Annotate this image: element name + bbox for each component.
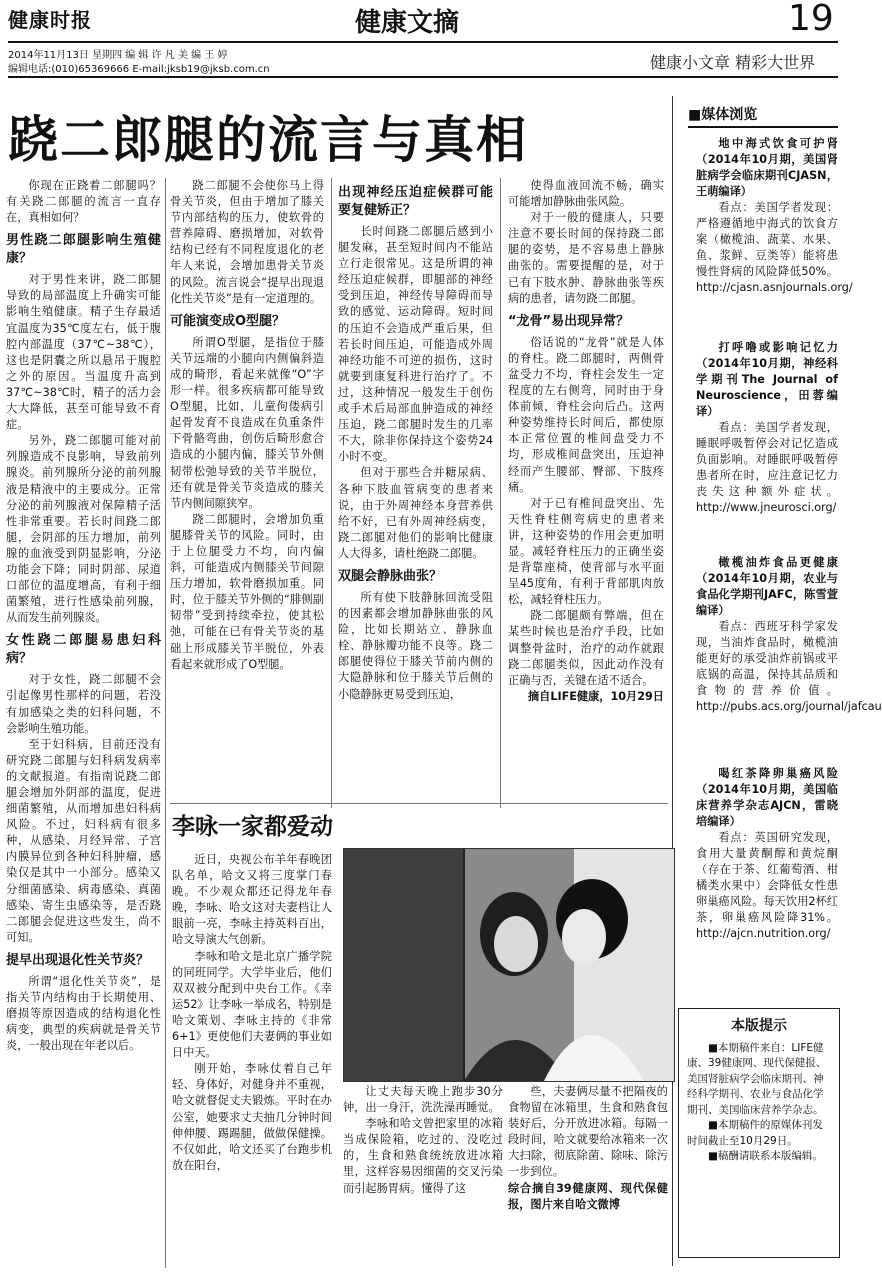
notice-paragraph: ■本期稿件来自：LIFE健康、39健康网、现代保健报、美国肾脏病学会临床期刊、神经科学期刊、农业与食品化学期刊、美国临床营养学杂志。 [687,1041,827,1116]
paragraph: 使得血液回流不畅，确实可能增加静脉曲张风险。 [508,179,664,209]
paragraph: 所谓“退化性关节炎”，是指关节内结构由于长期使用、磨损等原因造成的结构退化性病变，典型的疾病就是骨关节炎，一般出现在年老以后。 [6,974,161,1053]
paragraph: 所有使下肢静脉回流受阻的因素都会增加静脉曲张的风险，比如长期站立、静脉血栓、静脉瓣功能不良等。跷二郎腿使得位于膝关节前内侧的大隐静脉和位于膝关节后侧的小隐静脉更易受到压迫， [338,590,493,701]
newspaper-logo: 健康时报 [8,8,92,32]
sidebar-item [696,766,838,942]
paragraph: 跷二郎腿时，会增加负重腿膝骨关节的风险。同时，由于上位腿受力不均，向内偏斜，可能造成内侧膝关节间隙压力增加，软骨磨损加重。同时，位于膝关节外侧的“腓侧副韧带”受到持续牵拉，使其松弛，可能在已有骨关节炎的基础上形成膝关节半脱位，外表看起来就形成了O型腿。 [170,512,324,671]
article-column-1 [6,178,161,1268]
paragraph: 另外，跷二郎腿可能对前列腺造成不良影响，导致前列腺炎。前列腺所分泌的前列腺液是精液中的主要成分。正常分泌的前列腺液对保障精子活性非常重要。若长时间跷二郎腿，会阴部的压力增加，前列腺的血液受到阴显影响，分泌功能会下降；同时阴部、尿道口部位的温度增高，有利于细菌繁殖，进行性感染前列腺，从而发生前列腺炎。 [6,434,161,625]
paragraph: 些，夫妻俩尽量不把隔夜的食物留在冰箱里，生食和熟食包装好后，分开放进冰箱。每隔一段时间，哈文就要给冰箱来一次大扫除，彻底除菌、除味、除污一步到位。 [508,1085,668,1179]
story-column-1 [172,852,332,1264]
section-title: 健康文摘 [355,8,460,38]
story-source: 综合摘自39健康网、现代保健报，图片来自哈文微博 [508,1181,668,1211]
sidebar-item-body: 看点：美国学者发现：严格遵循地中海式的饮食方案（橄榄油、蔬菜、水果、鱼、浆鲜、豆类等）能将患慢性肾病的风险降低50%。http://cjasn.asnjournals.org/ [696,201,853,294]
sidebar-item-body: 看点：美国学者发现，睡眠呼吸暂停会对记忆造成负面影响。对睡眠呼吸暂停患者所在时，应注意记忆力丧失这种额外症状。http://www.jneurosci.org/ [696,421,838,514]
subheading: 双腿会静脉曲张？ [338,568,443,584]
paragraph: 李咏和哈文曾把家里的冰箱当成保险箱，吃过的、没吃过的，生食和熟食统统放进冰箱里，这样容易因细菌的交叉污染而引起肠胃病。懂得了这 [343,1117,503,1195]
paragraph: 所谓O型腿，是指位于膝关节远端的小腿向内侧偏斜造成的畸形，看起来就像“O”字形一样。很多疾病都可能导致O型腿，比如，儿童佝偻病引起骨发育不良造成在负重条件下骨骼弯曲，创伤后畸形愈合造成的小腿内偏，膝关节外侧韧带松弛导致的关节半脱位，还有就是骨关节炎造成的膝关节内侧间隙狭窄。 [170,335,324,510]
paragraph: 俗话说的“龙骨”就是人体的脊柱。跷二郎腿时，两侧骨盆受力不均，脊柱会发生一定程度的左右侧弯，同时由于身体前倾，脊柱会向后凸。这两种姿势维持长时间后，都使原本正常位置的椎间盘受力不均，形成椎间盘突出，压迫神经而产生腰部、臀部、下肢疼痛。 [508,335,664,494]
sidebar-item-title: 地中海式饮食可护肾（2014年10月期，美国肾脏病学会临床期刊CJASN，王萌编译） [696,137,838,198]
paragraph: 让丈夫每天晚上跑步30分钟，出一身汗，洗洗澡再睡觉。 [343,1085,503,1115]
sidebar-item-body: 看点：西班牙科学家发现，当油炸食品时，橄榄油能更好的承受油炸前锅或平底锅的高温，保持其品质和食物的营养价值。http://pubs.acs.org/journal/jafcau [696,620,882,713]
sidebar-item-title: 橄榄油炸食品更健康（2014年10月期，农业与食品化学期刊JAFC，陈雪萱编译） [696,556,838,617]
header-bottom-rule [8,76,838,78]
story-column-3 [508,1084,668,1266]
sidebar-item-title: 打呼噜或影响记忆力（2014年10月期，神经科学期刊The Journal of Neuroscience，田蓉编译） [696,341,838,418]
paragraph: 近日，央视公布羊年春晚团队名单，哈文又将三度掌门春晚。不少观众都还记得龙年春晚，李咏、哈文这对夫妻档让人眼前一亮，李咏主持英料百出，哈文导演大气创新。 [172,853,332,947]
notice-paragraph: ■稿酬请联系本版编辑。 [708,1150,823,1162]
intro-paragraph: 你现在正跷着二郎腿吗？有关跷二郎腿的流言一直存在，真相如何？ [6,179,161,225]
paragraph: 长时间跷二郎腿后感到小腿发麻，甚至短时间内不能站立行走很常见。这是所谓的神经压迫症候群，即腿部的神经受到压迫，神经传导障碍而导致的感觉、运动障碍。短时间的压迫不会造成严重后果，但若长时间压迫，可能造成外周神经功能不可逆的损伤，这时就要到康复科进行治疗了。不过，这种情况一般发生于创伤或手术后局部血肿造成的神经压迫，跷二郎腿时发生的几率不大，除非你保持这个姿势24小时不变。 [338,225,493,464]
paragraph: 至于妇科病，目前还没有研究跷二郎腿与妇科病发病率的文献报道。有指南说跷二郎腿会增加外阴部的温度，促进细菌繁殖，从而增加患妇科病风险。不过，妇科病有很多种，从感染、月经异常、子宫内膜异位到各种妇科肿瘤，感染仅是其中一小部分。感染又分细菌感染、病毒感染、真菌感染、寄生虫感染等，是否跷二郎腿会促进这些发生，尚不可知。 [6,737,161,944]
subheading: “龙骨”易出现异常？ [508,313,630,329]
masthead-rule [8,41,838,43]
article-column-2 [170,178,324,800]
paragraph: 但对于那些合并糖尿病、各种下肢血管病变的患者来说，由于外周神经本身营养供给不好，已有外周神经病变，跷二郎腿对他们的影响比健康人大得多，请杜绝跷二郎腿。 [338,466,493,560]
slogan: 健康小文章 精彩大世界 [650,53,816,72]
main-headline: 跷二郎腿的流言与真相 [8,110,528,169]
sidebar-item [696,136,853,296]
article-source: 摘自LIFE健康，10月29日 [527,689,664,703]
sidebar-item [696,340,838,516]
notice-title: 本版提示 [731,1018,787,1034]
column-divider [672,96,673,1266]
issue-notice-box [678,1008,840,1258]
page-number: 19 [788,0,834,39]
story-column-2 [343,1084,503,1264]
paragraph: 对于女性，跷二郎腿不会引起像男性那样的问题，若没有加感染之类的妇科问题，不会影响生殖功能。 [6,673,161,735]
story-headline: 李咏一家都爱动 [172,813,333,840]
sidebar-item-title: 喝红茶降卵巢癌风险（2014年10月期，美国临床营养学杂志AJCN，雷晓培编译） [696,767,838,828]
couple-photo [343,848,675,1082]
photo-illustration [344,849,674,1081]
article-column-3 [338,178,493,800]
sidebar-item-body: 看点：英国研究发现，食用大量黄酮醇和黄烷酮（存在于茶、红葡萄酒、柑橘类水果中）会降低女性患卵巢癌风险。每天饮用2杯红茶，卵巢癌风险降31%。http://ajcn.nutrition.org/ [696,831,838,940]
paragraph: 对于已有椎间盘突出、先天性脊柱侧弯病史的患者来讲，这种姿势的作用会更加明显。减轻脊柱压力的正确坐姿是背靠座椅，使背部与水平面呈45度角，有利于背部肌肉放松，减轻脊柱压力。 [508,496,664,607]
story-separator [170,803,668,804]
notice-paragraph: ■本期稿件的原媒体刊发时间截止至10月29日。 [687,1119,823,1147]
sidebar-header: ■媒体浏览 [688,104,838,128]
paragraph: 对于男性来讲，跷二郎腿导致的局部温度上升确实可能影响生殖健康。精子生存最适宜温度为35℃度左右，低于腹腔内部温度（37℃~38℃），这也是阴囊之所以悬吊于腹腔之外的原因。当温度升高到37℃~38℃时，精子的活力会大大降低，甚至可能导致不育症。 [6,273,161,432]
column-divider [331,178,332,808]
column-divider [500,178,501,808]
article-column-4 [508,178,664,800]
paragraph: 跷二郎腿颇有弊端，但在某些时候也是治疗手段，比如调整骨盆时，治疗的动作就跟跷二郎腿类似，因此动作没有正确与否，关键在适不适合。 [508,609,664,687]
subheading: 提早出现退化性关节炎？ [6,952,150,968]
paragraph: 跷二郎腿不会使你马上得骨关节炎，但由于增加了膝关节内部结构的压力，使软骨的营养障碍、磨损增加，对软骨结构已经有不同程度退化的老年人来说，会增加患骨关节炎的风险。流言说会“提早出现退化性关节炎”是有一定道理的。 [170,179,324,305]
date-line: 2014年11月13日 星期四 编 辑 许 凡 美 编 王 婷 [8,50,228,61]
paragraph: 刚开始，李咏仗着自己年轻、身体好，对健身并不重视，哈文就督促丈夫锻炼。平时在办公室，她要求丈夫抽几分钟时间伸伸腰、踢踢腿，做做保健操。不仅如此，哈文还买了台跑步机放在阳台， [172,1062,332,1172]
subheading: 女性跷二郎腿易患妇科病？ [6,633,161,667]
column-divider [165,178,166,1268]
sidebar-item [696,555,882,715]
subheading: 男性跷二郎腿影响生殖健康？ [6,233,161,267]
subheading: 出现神经压迫症候群可能要复健矫正？ [338,185,493,218]
contact-line: 编辑电话:(010)65369666 E-mail:jksb19@jksb.com.cn [8,64,270,75]
subheading: 可能演变成O型腿？ [170,313,286,329]
paragraph: 对于一般的健康人，只要注意不要长时间的保持跷二郎腿的姿势，是不容易患上静脉曲张的。需要提醒的是，对于已有下肢水肿、静脉曲张等疾病的患者，请勿跷二郎腿。 [508,211,664,305]
paragraph: 李咏和哈文是北京广播学院的同班同学。大学毕业后，他们双双被分配到中央台工作。《幸运52》让李咏一举成名，特别是哈文策划、李咏主持的《非常6+1》更使他们夫妻俩的事业如日中天。 [172,949,332,1060]
